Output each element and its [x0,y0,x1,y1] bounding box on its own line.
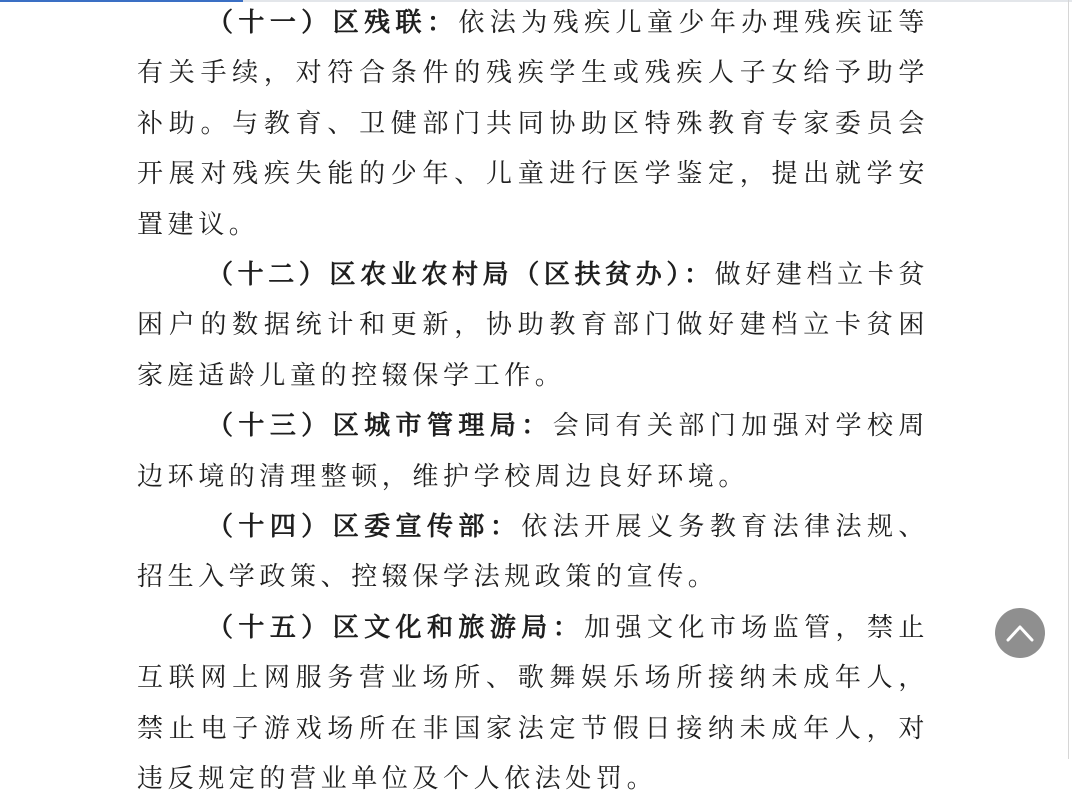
paragraph-11 [137,0,929,250]
paragraph-text: 依法为残疾儿童少年办理残疾证等有关手续，对符合条件的残疾学生或残疾人子女给予助学补助。与教育、卫健部门共同协助区特殊教育专家委员会开展对残疾失能的少年、儿童进行医学鉴定，提出就学安置建议。 [137,8,929,240]
paragraph-heading: （十一）区残联： [207,8,459,38]
paragraph-heading: （十二）区农业农村局（区扶贫办）： [207,260,715,291]
chevron-up-icon [1005,622,1035,644]
paragraph-text: 加强文化市场监管，禁止互联网上网服务营业场所、歌舞娱乐场所接纳未成年人，禁止电子游戏场所在非国家法定节假日接纳未成年人，对违反规定的营业单位及个人依法处罚。 [137,612,929,795]
article-body [137,0,929,805]
paragraph-text: 做好建档立卡贫困户的数据统计和更新，协助教育部门做好建档立卡贫困家庭适龄儿童的控辍保学工作。 [137,260,929,391]
page-divider [1068,0,1069,759]
paragraph-heading: （十五）区文化和旅游局： [207,612,585,643]
paragraph-heading: （十三）区城市管理局： [207,411,553,442]
paragraph-14 [137,502,929,603]
paragraph-heading: （十四）区委宣传部： [207,512,522,543]
paragraph-text: 会同有关部门加强对学校周边环境的清理整顿，维护学校周边良好环境。 [137,411,929,492]
paragraph-text: 依法开展义务教育法律法规、招生入学政策、控辍保学法规政策的宣传。 [137,512,929,593]
paragraph-15 [137,603,929,805]
back-to-top-button[interactable] [995,608,1045,658]
paragraph-12 [137,250,929,401]
paragraph-13 [137,401,929,502]
